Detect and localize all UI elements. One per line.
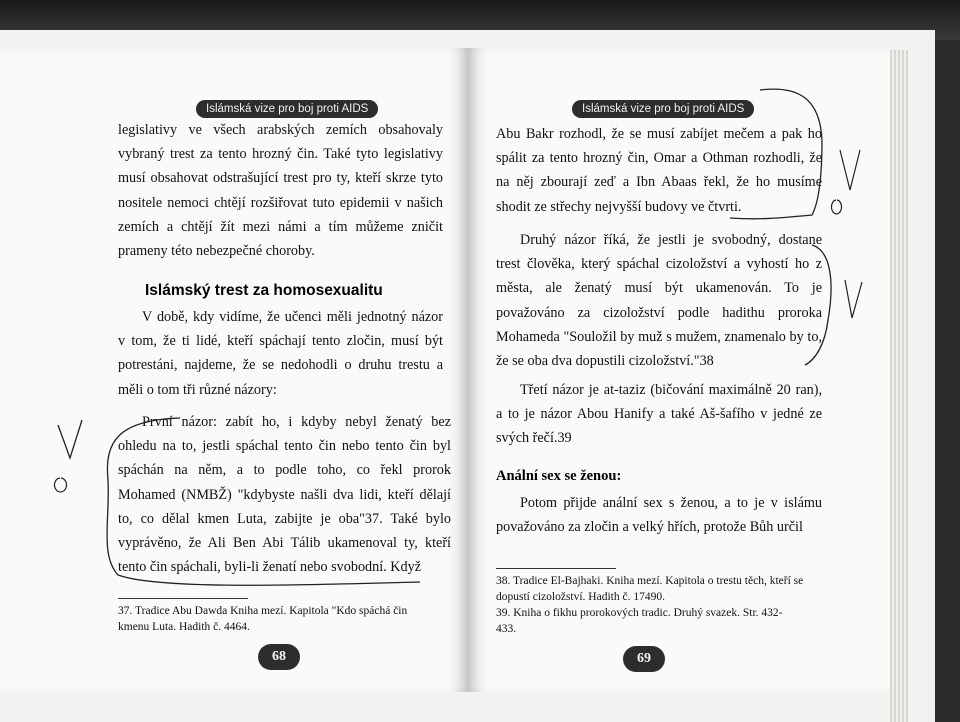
right-bracket-mid	[805, 245, 831, 365]
right-check-mark-1	[840, 150, 860, 190]
text-line: Potom přijde anální sex s ženou, a to je v islámu	[520, 495, 822, 511]
text-line: legislativy ve všech arabských zemích obsahovaly	[118, 122, 443, 138]
text-line: na něj zbourají zeď a Ibn Abaas řekl, že ho musíme	[496, 174, 822, 191]
text-line: potrestáni, najdeme, že se nedohodli o druhu trestu a	[118, 357, 443, 374]
text-line: V době, kdy vidíme, že učenci měli jednotný názor	[142, 309, 443, 325]
text-line: vybraný trest za tento hrozný čin. Také tyto legislativy	[118, 146, 443, 163]
text-line: musí obsahovat odstrašující trest pro ty, kteří skrze tyto	[118, 170, 443, 187]
footnote-line: 38. Tradice El-Bajhaki. Kniha mezí. Kapitola o trestu těch, kteří se	[496, 575, 804, 587]
text-line: svých řečí.39	[496, 430, 572, 447]
text-line: považováno za cizoložství podle hadithu proroka	[496, 304, 822, 321]
text-line: Abu Bakr rozhodl, že se musí zabíjet mečem a pak ho	[496, 126, 822, 142]
text-line: shodit ze střechy nejvyšší budovy ve čtvrti.	[496, 198, 742, 215]
footnote-line: dopustí cizoložství. Hadith č. 17490.	[496, 591, 665, 603]
footnote-line: 433.	[496, 623, 517, 635]
left-page-number: 68	[258, 644, 300, 670]
text-line: Mohamed (NMBŽ) "kdybyste našli dva lidi, kteří dělají	[118, 486, 451, 503]
text-line: spáchán na něm, a to podle toho, co řekl prorok	[118, 462, 451, 479]
footnote-line: kmenu Luta. Hadith č. 4464.	[118, 621, 250, 633]
text-line: Mohameda "Souložil by muž s mužem, znamenalo by to,	[496, 328, 822, 345]
text-line: v tom, že ti lidé, kteří spáchají tento zločin, musí být	[118, 333, 443, 350]
text-line: měli o tom tři různé názory:	[118, 381, 277, 398]
text-line: spálit za tento hrozný čin, Omar a Othman rozhodli, že	[496, 150, 822, 167]
right-bracket-top	[730, 89, 822, 219]
text-line: První názor: zabít ho, i kdyby nebyl ženatý bez	[142, 414, 451, 430]
text-line: prameny této nebezpečné choroby.	[118, 242, 315, 259]
text-line: města, ale ženatý musí být ukamenován. To je	[496, 280, 822, 297]
right-small-circle	[832, 200, 842, 214]
text-line: ohledu na to, jestli spáchal tento čin nebo tento čin byl	[118, 438, 451, 455]
left-heading: Islámský trest za homosexualitu	[145, 282, 383, 299]
left-bracket-mark	[107, 418, 420, 585]
right-check-mark-2	[845, 280, 862, 318]
text-line: Třetí názor je at-taziz (bičování maximálně 20 ran),	[520, 382, 822, 398]
left-small-circle	[55, 478, 67, 492]
text-line: Druhý názor říká, že jestli je svobodný, dostane	[520, 232, 822, 248]
footnote-line: 37. Tradice Abu Dawda Kniha mezí. Kapitola "Kdo spáchá čin	[118, 605, 408, 617]
footnote-line: 39. Kniha o fikhu prorokových tradic. Druhý svazek. Str. 432-	[496, 607, 783, 619]
text-line: zemích a chtějí žít mezi námi a tím můžeme zničit	[118, 218, 443, 235]
text-line: trest člověka, který spáchal cizoložství a vyhostí ho z	[496, 256, 822, 273]
right-heading: Anální sex se ženou:	[496, 468, 622, 484]
text-line: tento čin spáchali, byli-li ženatí nebo svobodní. Když	[118, 559, 421, 576]
right-header-banner: Islámská vize pro boj proti AIDS	[572, 100, 754, 118]
text-line: to, co dělal kmen Luta, zabijte je oba"37. Také bylo	[118, 510, 451, 527]
text-line: že se oba dva dopustili cizoložství."38	[496, 352, 714, 369]
text-line: nositele nemoci chtějí rozšiřovat tuto epidemii v našich	[118, 194, 443, 211]
text-line: vyprávěno, že Ali Ben Abi Tálib ukamenoval ty, kteří	[118, 534, 451, 551]
text-line: považováno za zločin a velký hřích, protože Bůh určil	[496, 519, 803, 536]
left-check-mark	[58, 420, 82, 458]
right-page-number: 69	[623, 646, 665, 672]
text-line: a to je názor Abou Hanify a také Aš-šafího v jedné ze	[496, 406, 822, 423]
left-header-banner: Islámská vize pro boj proti AIDS	[196, 100, 378, 118]
